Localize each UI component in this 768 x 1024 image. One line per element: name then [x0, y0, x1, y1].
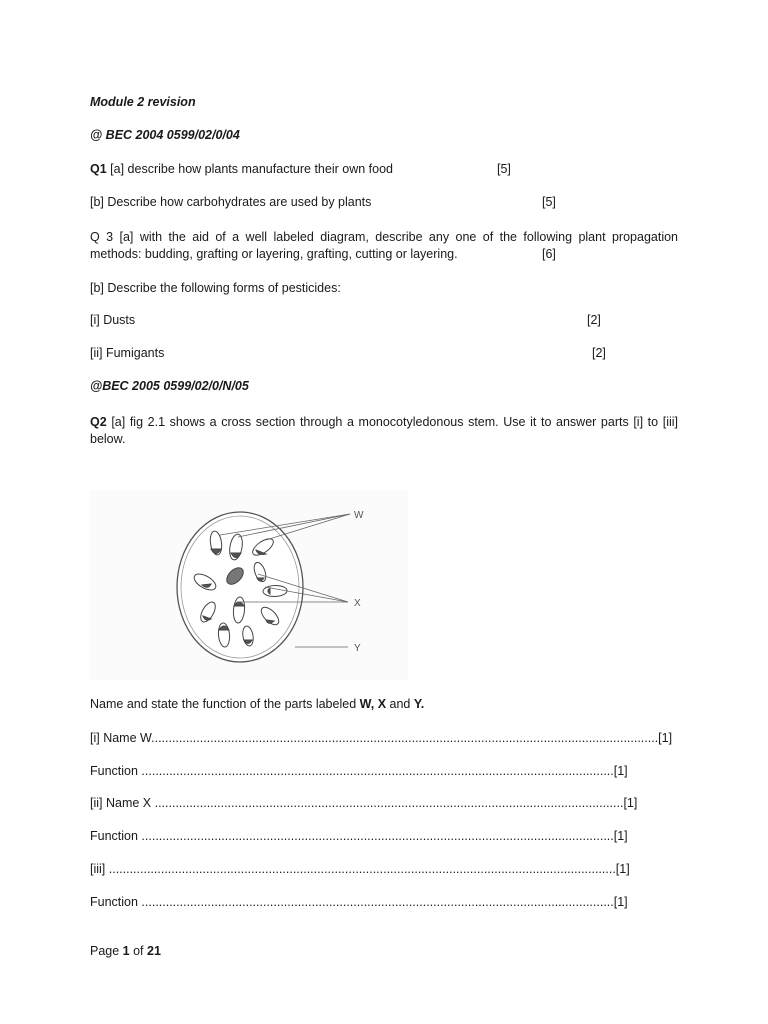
answer-line-name-w[interactable]: [i] Name W..................................................................................................................................................[1]: [90, 731, 673, 745]
prompt-text: Name and state the function of the parts labeled: [90, 697, 360, 711]
answer-line-name-x[interactable]: [ii] Name X .......................................................................................................................................[1]: [90, 796, 638, 810]
page-total: 21: [147, 944, 161, 958]
answer-line-function-x[interactable]: Function ........................................................................................................................................[1]: [90, 829, 628, 843]
label-y: Y: [354, 643, 361, 654]
document-title: Module 2 revision: [90, 95, 196, 109]
answer-line-function-iii[interactable]: Function ........................................................................................................................................[1]: [90, 895, 628, 909]
q3a-line1: Q 3 [a] with the aid of a well labeled diagram, describe any one of the following plant propagation: [90, 230, 678, 244]
exam-source-2004: @ BEC 2004 0599/02/0/04: [90, 128, 240, 142]
page-footer: Page 1 of 21: [90, 944, 161, 958]
q1a-text: [90, 162, 393, 176]
q1a-marks: [5]: [497, 162, 511, 176]
label-w: W: [354, 510, 364, 521]
q3bii-text: [ii] Fumigants: [90, 346, 165, 360]
answer-line-name-iii[interactable]: [iii] ..................................................................................................................................................[1]: [90, 862, 630, 876]
q2-line2: below.: [90, 432, 126, 446]
q1-number: Q1: [90, 162, 107, 176]
q2-line1: [90, 412, 678, 432]
stem-cross-section-diagram: [90, 490, 408, 680]
label-x: X: [354, 598, 361, 609]
prompt-w: W,: [359, 697, 375, 711]
answer-line-function-w[interactable]: Function ........................................................................................................................................[1]: [90, 764, 628, 778]
q3bi-marks: [2]: [587, 313, 601, 327]
q3bii-marks: [2]: [592, 346, 606, 360]
q3bi-text: [i] Dusts: [90, 313, 136, 327]
q2-line1-text: [a] fig 2.1 shows a cross section through a monocotyledonous stem. Use it to answer parts [i] to [iii]: [111, 415, 678, 429]
vascular-bundle: [263, 585, 287, 597]
q2-number: Q2: [90, 415, 107, 429]
part-prompt: [90, 697, 424, 711]
prompt-x: X: [377, 697, 387, 711]
q3a-line2: methods: budding, grafting or layering, grafting, cutting or layering.: [90, 247, 458, 261]
q3b-text: [b] Describe the following forms of pesticides:: [90, 281, 341, 295]
prompt-y: Y.: [413, 697, 425, 711]
q3a-marks: [6]: [542, 247, 556, 261]
page-number: 1: [122, 944, 130, 958]
q1b-marks: [5]: [542, 195, 556, 209]
exam-source-2005: @BEC 2005 0599/02/0/N/05: [90, 379, 249, 393]
q1b-text: [b] Describe how carbohydrates are used by plants: [90, 195, 372, 209]
q1a-question: [a] describe how plants manufacture their own food: [110, 162, 393, 176]
prompt-and: and: [386, 697, 414, 711]
